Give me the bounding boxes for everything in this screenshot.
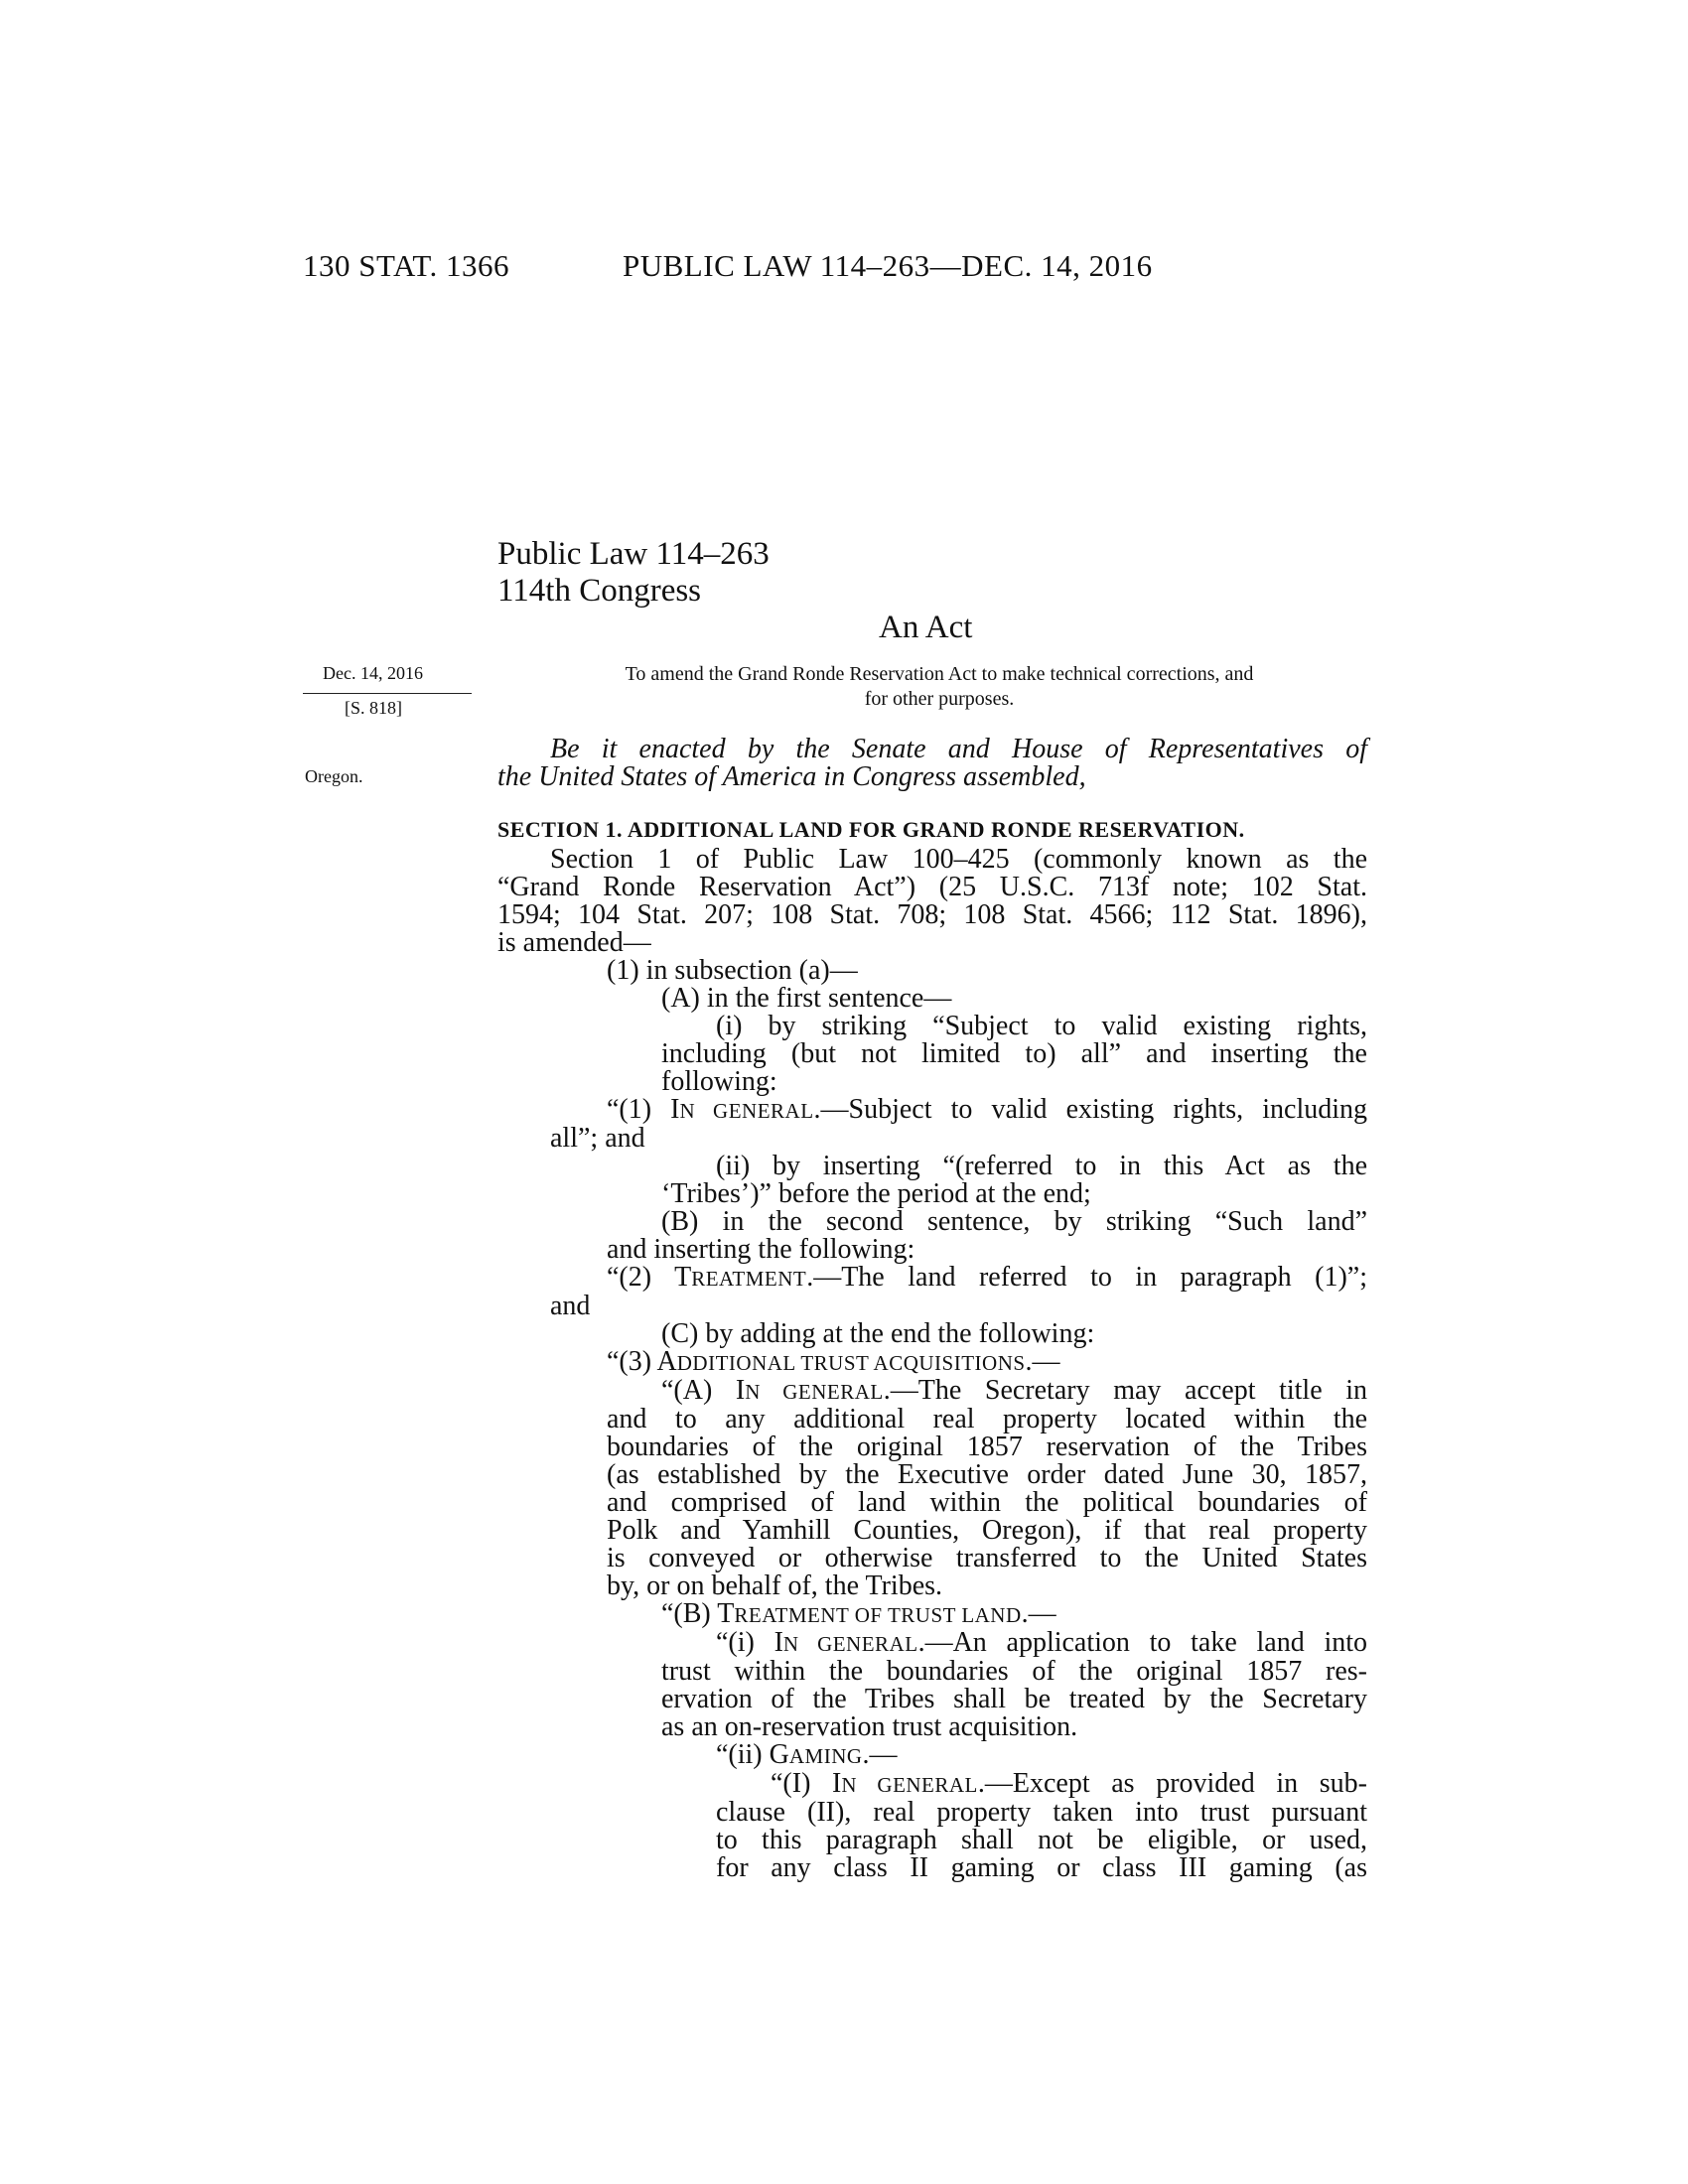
body-line: “(1) IN GENERAL.—Subject to valid existing rights, including [607, 1094, 1368, 1125]
body-line: and to any additional real property located within the [607, 1404, 1367, 1434]
body-line: “(A) IN GENERAL.—The Secretary may accept title in [661, 1375, 1368, 1406]
body-line: Polk and Yamhill Counties, Oregon), if that real property [607, 1515, 1367, 1546]
body-line: boundaries of the original 1857 reservation of the Tribes [607, 1432, 1367, 1462]
margin-divider [303, 693, 472, 694]
enacting-clause-line: Be it enacted by the Senate and House of Representatives of [550, 734, 1367, 764]
body-line: “(B) TREATMENT OF TRUST LAND.— [661, 1598, 1056, 1629]
public-law-title: Public Law 114–263 [497, 536, 770, 572]
section-heading: SECTION 1. ADDITIONAL LAND FOR GRAND RONDE RESERVATION. [497, 817, 1245, 842]
body-line: (B) in the second sentence, by striking “Such land” [661, 1206, 1367, 1237]
margin-state-note: Oregon. [305, 766, 363, 786]
page-stat-reference: 130 STAT. 1366 [303, 248, 510, 283]
body-line: by, or on behalf of, the Tribes. [607, 1570, 943, 1601]
body-line: and comprised of land within the political boundaries of [607, 1487, 1367, 1518]
congress-line: 114th Congress [497, 573, 702, 609]
body-line: ervation of the Tribes shall be treated by the Secretary [661, 1684, 1367, 1714]
margin-date: Dec. 14, 2016 [323, 663, 423, 683]
body-line: to this paragraph shall not be eligible, or used, [716, 1825, 1367, 1855]
body-line: (i) by striking “Subject to valid existing rights, [716, 1011, 1367, 1041]
body-line: trust within the boundaries of the original 1857 res- [661, 1656, 1367, 1687]
body-line: “(i) IN GENERAL.—An application to take land into [716, 1627, 1368, 1658]
body-line: following: [661, 1066, 777, 1097]
act-purpose [531, 662, 1347, 712]
body-line: Section 1 of Public Law 100–425 (commonly known as the [550, 844, 1367, 875]
body-line: is conveyed or otherwise transferred to the United States [607, 1543, 1367, 1573]
body-line: and inserting the following: [607, 1234, 915, 1265]
act-purpose-line: for other purposes. [864, 688, 1015, 710]
body-line: including (but not limited to) all” and inserting the [661, 1038, 1367, 1069]
body-line: “(I) IN GENERAL.—Except as provided in sub- [771, 1768, 1367, 1799]
enacting-clause-line: the United States of America in Congress assembled, [497, 761, 1086, 792]
body-line: 1594; 104 Stat. 207; 108 Stat. 708; 108 Stat. 4566; 112 Stat. 1896), [497, 899, 1367, 930]
body-line: “(3) ADDITIONAL TRUST ACQUISITIONS.— [607, 1346, 1060, 1377]
body-line: as an on-reservation trust acquisition. [661, 1711, 1078, 1742]
section-body [497, 846, 1367, 1882]
body-line: (C) by adding at the end the following: [661, 1318, 1095, 1349]
body-line: (1) in subsection (a)— [607, 955, 858, 986]
running-header-title: PUBLIC LAW 114–263—DEC. 14, 2016 [623, 248, 1153, 283]
body-line: “Grand Ronde Reservation Act”) (25 U.S.C. 713f note; 102 Stat. [497, 872, 1367, 902]
body-line: is amended— [497, 927, 651, 958]
body-line: “(ii) GAMING.— [716, 1739, 898, 1770]
body-line: (as established by the Executive order dated June 30, 1857, [607, 1459, 1367, 1490]
body-line: ‘Tribes’)” before the period at the end; [661, 1178, 1091, 1209]
body-line: (A) in the first sentence— [661, 983, 952, 1014]
act-purpose-line: To amend the Grand Ronde Reservation Act to make technical corrections, and [625, 663, 1254, 685]
body-line: (ii) by inserting “(referred to in this Act as the [716, 1151, 1367, 1181]
an-act-heading: An Act [879, 610, 973, 645]
body-line: for any class II gaming or class III gaming (as [716, 1852, 1367, 1883]
margin-bill-number: [S. 818] [345, 698, 402, 718]
body-line: and [550, 1291, 591, 1321]
body-line: “(2) TREATMENT.—The land referred to in paragraph (1)”; [607, 1262, 1367, 1293]
body-line: all”; and [550, 1123, 645, 1154]
body-line: clause (II), real property taken into trust pursuant [716, 1797, 1367, 1828]
